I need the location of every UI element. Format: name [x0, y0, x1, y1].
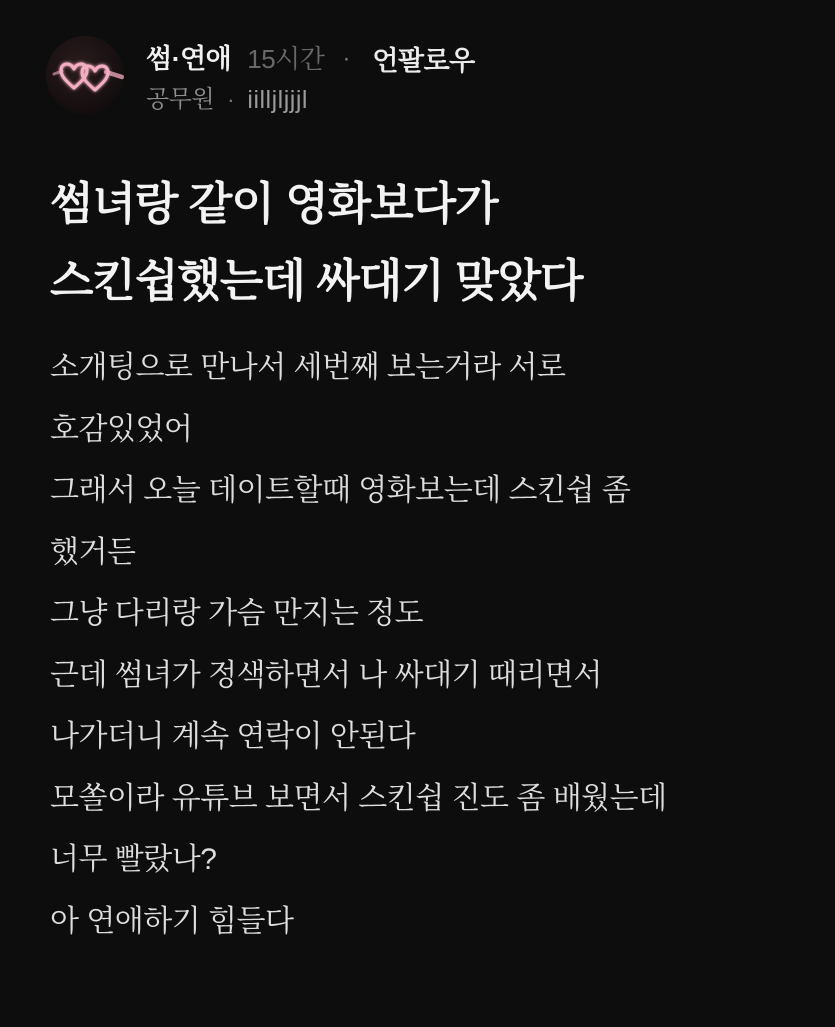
avatar[interactable] [46, 36, 124, 114]
post-header [46, 36, 791, 115]
body-line: 그냥 다리랑 가슴 만지는 정도 [50, 597, 424, 630]
body-line: 근데 썸녀가 정색하면서 나 싸대기 때리면서 [50, 658, 602, 692]
author-handle: iilljljjjl [247, 86, 308, 114]
body-line: 모쏠이라 유튜브 보면서 스킨쉽 진도 좀 배웠는데 [50, 781, 667, 815]
post-title-line: 스킨쉽했는데 싸대기 맞았다 [50, 255, 583, 306]
post-title [50, 165, 791, 319]
body-line: 아 연애하기 힘들다 [50, 904, 294, 938]
board-category[interactable]: 썸·연애 [146, 43, 232, 74]
unfollow-button[interactable]: 언팔로우 [372, 39, 474, 78]
timestamp: 15시간 [247, 43, 325, 74]
header-row-author [146, 85, 475, 115]
separator-dot: · [342, 44, 351, 72]
header-row-top [146, 39, 475, 78]
author-job: 공무원 [146, 86, 215, 113]
separator-dot: · [227, 87, 235, 112]
post-body [50, 337, 791, 952]
body-line: 했거든 [50, 535, 136, 569]
header-info [146, 36, 475, 115]
post-title-line: 썸녀랑 같이 영화보다가 [50, 178, 498, 229]
body-line: 호감있었어 [50, 412, 193, 446]
heart-glasses-avatar-image [46, 36, 124, 114]
body-line: 그래서 오늘 데이트할때 영화보는데 스킨쉽 좀 [50, 474, 631, 507]
body-line: 너무 빨랐나? [50, 843, 217, 876]
body-line: 소개팅으로 만나서 세번째 보는거라 서로 [50, 351, 566, 384]
body-line: 나가더니 계속 연락이 안된다 [50, 720, 416, 753]
